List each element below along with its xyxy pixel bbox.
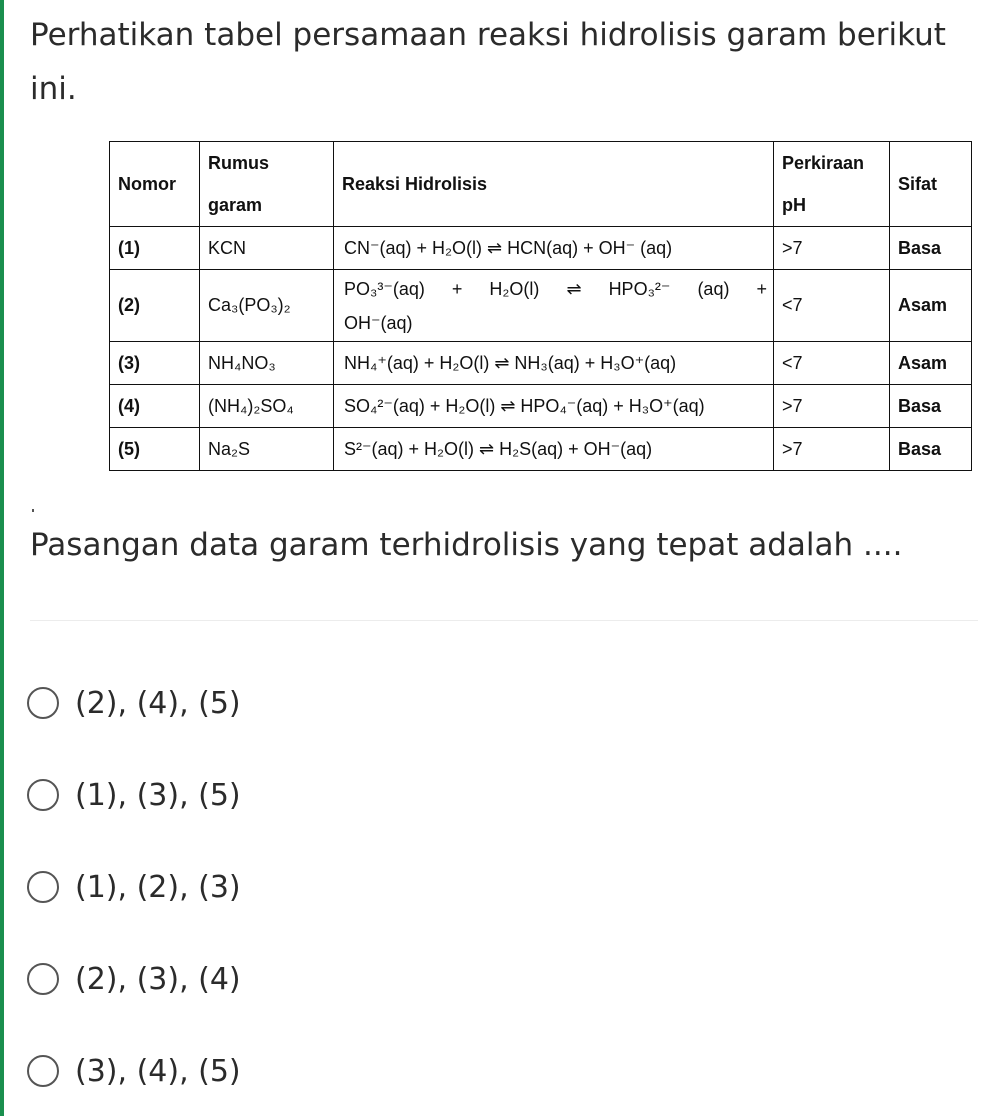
prompt-text: Pasangan data garam terhidrolisis yang tepat adalah .... xyxy=(30,527,903,563)
reaksi-token: (aq) xyxy=(697,278,730,299)
reaksi-token: ⇌ xyxy=(566,278,582,299)
table-header-row xyxy=(110,142,972,227)
cell-reaksi: CN⁻(aq) + H₂O(l) ⇌ HCN(aq) + OH⁻ (aq) xyxy=(334,227,774,270)
cell-rumus: Na₂S xyxy=(200,428,334,471)
cell-nomor: (3) xyxy=(110,342,200,385)
answer-option[interactable] xyxy=(27,864,241,910)
header-sifat: Sifat xyxy=(890,142,972,227)
option-label: (1), (3), (5) xyxy=(75,777,241,813)
reaksi-token: PO₃³⁻(aq) xyxy=(344,278,425,299)
question-text: Perhatikan tabel persamaan reaksi hidrolisis garam berikut ini. xyxy=(30,17,946,107)
radio-circle-icon[interactable] xyxy=(27,687,59,719)
radio-circle-icon[interactable] xyxy=(27,963,59,995)
reaksi-token: + xyxy=(451,278,463,299)
option-label: (1), (2), (3) xyxy=(75,869,241,905)
table-row xyxy=(110,342,972,385)
cell-sifat: Basa xyxy=(890,428,972,471)
answer-option[interactable] xyxy=(27,680,241,726)
cell-reaksi: S²⁻(aq) + H₂O(l) ⇌ H₂S(aq) + OH⁻(aq) xyxy=(334,428,774,471)
cell-ph: >7 xyxy=(774,385,890,428)
cell-ph: <7 xyxy=(774,270,890,342)
header-reaksi: Reaksi Hidrolisis xyxy=(334,142,774,227)
cell-rumus: KCN xyxy=(200,227,334,270)
cell-nomor: (5) xyxy=(110,428,200,471)
table-row xyxy=(110,270,972,342)
reaksi-line-1 xyxy=(344,272,767,306)
answer-option[interactable] xyxy=(27,772,241,818)
cell-sifat: Asam xyxy=(890,342,972,385)
cell-rumus: (NH₄)₂SO₄ xyxy=(200,385,334,428)
table-row xyxy=(110,227,972,270)
radio-circle-icon[interactable] xyxy=(27,779,59,811)
cell-rumus: NH₄NO₃ xyxy=(200,342,334,385)
option-label: (2), (3), (4) xyxy=(75,961,241,997)
radio-circle-icon[interactable] xyxy=(27,871,59,903)
reaksi-token: HPO₃²⁻ xyxy=(608,278,671,299)
cell-reaksi: NH₄⁺(aq) + H₂O(l) ⇌ NH₃(aq) + H₃O⁺(aq) xyxy=(334,342,774,385)
cell-ph: >7 xyxy=(774,428,890,471)
header-nomor: Nomor xyxy=(110,142,200,227)
cell-ph: >7 xyxy=(774,227,890,270)
header-ph-line2: pH xyxy=(782,195,806,215)
cell-nomor: (4) xyxy=(110,385,200,428)
header-perkiraan-ph xyxy=(774,142,890,227)
cell-sifat: Asam xyxy=(890,270,972,342)
hydrolysis-table xyxy=(109,141,972,471)
cell-ph: <7 xyxy=(774,342,890,385)
cell-reaksi: SO₄²⁻(aq) + H₂O(l) ⇌ HPO₄⁻(aq) + H₃O⁺(aq) xyxy=(334,385,774,428)
option-label: (2), (4), (5) xyxy=(75,685,241,721)
stray-mark xyxy=(32,509,34,512)
divider xyxy=(30,620,978,621)
cell-nomor: (2) xyxy=(110,270,200,342)
table-row xyxy=(110,385,972,428)
header-rumus-garam xyxy=(200,142,334,227)
cell-reaksi xyxy=(334,270,774,342)
reaksi-line-2: OH⁻(aq) xyxy=(344,312,413,333)
header-ph-line1: Perkiraan xyxy=(782,153,865,173)
table-row xyxy=(110,428,972,471)
option-label: (3), (4), (5) xyxy=(75,1053,241,1089)
reaksi-token: H₂O(l) xyxy=(489,278,540,299)
cell-sifat: Basa xyxy=(890,385,972,428)
cell-nomor: (1) xyxy=(110,227,200,270)
answer-option[interactable] xyxy=(27,1048,241,1094)
header-rumus-line2: garam xyxy=(208,195,263,215)
cell-sifat: Basa xyxy=(890,227,972,270)
reaksi-token: + xyxy=(756,278,767,299)
accent-bar xyxy=(0,0,4,1116)
header-rumus-line1: Rumus xyxy=(208,153,270,173)
answer-option[interactable] xyxy=(27,956,241,1002)
cell-rumus: Ca₃(PO₃)₂ xyxy=(200,270,334,342)
radio-circle-icon[interactable] xyxy=(27,1055,59,1087)
